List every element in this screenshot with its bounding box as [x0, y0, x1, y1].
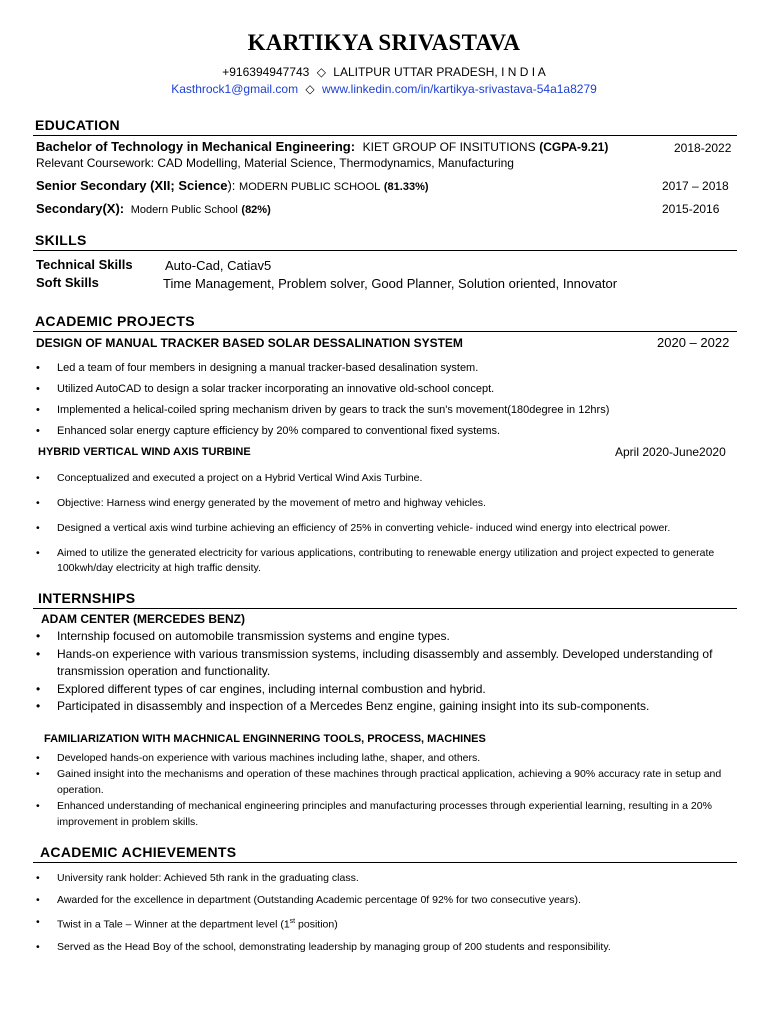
project2-years: April 2020-June2020	[615, 445, 726, 459]
phone: +916394947743	[222, 65, 310, 79]
section-title-projects: ACADEMIC PROJECTS	[35, 313, 195, 329]
secondary-percent: (82%)	[241, 204, 271, 216]
email-link[interactable]: Kasthrock1@gmail.com	[171, 82, 299, 96]
senior-percent: (81.33%)	[383, 181, 429, 193]
achievement-bullets	[33, 867, 745, 958]
achievement-text: position)	[295, 918, 338, 931]
list-item: • Conceptualized and executed a project on a Hybrid Vertical Wind Axis Turbine.	[33, 471, 745, 486]
section-divider	[33, 135, 737, 136]
list-item: • Objective: Harness wind energy generated by the movement of metro and highway vehicles.	[33, 496, 745, 511]
degree-line	[36, 139, 608, 154]
list-item: • Internship focused on automobile transmission systems and engine types.	[33, 628, 743, 646]
section-divider	[33, 862, 737, 863]
senior-school: MODERN PUBLIC SCHOOL	[239, 181, 381, 193]
achievement-superscript: st	[289, 918, 296, 925]
secondary-school: Modern Public School	[130, 204, 238, 216]
list-item: • Enhanced understanding of mechanical engineering principles and manufacturing processes through experiential learning, resulting in a 20% improvement in problem skills.	[33, 798, 745, 830]
list-item: • Led a team of four members in designing a manual tracker-based desalination system.	[33, 358, 738, 379]
internship2-title: FAMILIARIZATION WITH MACHNICAL ENGINNERING TOOLS, PROCESS, MACHINES	[44, 733, 486, 745]
secondary-years: 2015-2016	[662, 202, 720, 216]
secondary-line	[36, 201, 271, 216]
degree-name: Bachelor of Technology in Mechanical Engineering:	[36, 139, 356, 154]
secondary-label: Secondary(X):	[36, 201, 125, 216]
list-item: • Implemented a helical-coiled spring mechanism driven by gears to track the sun's movement(180degree in 12hrs)	[33, 400, 738, 421]
project2-title: HYBRID VERTICAL WIND AXIS TURBINE	[38, 446, 251, 458]
section-title-skills: SKILLS	[35, 232, 87, 248]
section-title-internships: INTERNSHIPS	[38, 590, 136, 606]
senior-paren: ):	[227, 178, 236, 193]
list-item	[33, 911, 745, 936]
list-item: • Aimed to utilize the generated electricity for various applications, contributing to renewable energy utilization and project expected to generate 100kwh/day electricity at high traffic density.	[33, 546, 745, 576]
list-item: • Hands-on experience with various transmission systems, including disassembly and assembly. Developed understanding of transmission operation and functionality.	[33, 646, 743, 681]
degree-years: 2018-2022	[674, 141, 732, 155]
location: LALITPUR UTTAR PRADESH, I N D I A	[333, 65, 546, 79]
section-divider	[33, 331, 737, 332]
list-item: • Developed hands-on experience with various machines including lathe, shaper, and others.	[33, 750, 745, 766]
internship2-bullets	[33, 750, 745, 830]
section-divider	[33, 608, 737, 609]
project1-bullets	[33, 358, 738, 442]
achievement-text: Twist in a Tale – Winner at the department level (1	[57, 918, 290, 931]
college-name: KIET GROUP OF INSITUTIONS	[362, 140, 536, 154]
list-item: • Participated in disassembly and inspection of a Mercedes Benz engine, gaining insight into its sub-components.	[33, 698, 743, 716]
list-item: • Enhanced solar energy capture efficiency by 20% compared to conventional fixed systems.	[33, 421, 738, 442]
contact-line	[0, 65, 768, 79]
college-cgpa: (CGPA-9.21)	[539, 140, 609, 154]
project1-years: 2020 – 2022	[657, 335, 730, 350]
soft-skills-label: Soft Skills	[36, 275, 99, 290]
internship1-title: ADAM CENTER (MERCEDES BENZ)	[41, 612, 245, 626]
list-item: • Awarded for the excellence in department (Outstanding Academic percentage 0f 92% for two consecutive years).	[33, 889, 745, 911]
list-item: • Utilized AutoCAD to design a solar tracker incorporating an innovative old-school concept.	[33, 379, 738, 400]
project1-title: DESIGN OF MANUAL TRACKER BASED SOLAR DESSALINATION SYSTEM	[36, 336, 463, 350]
soft-skills-value: Time Management, Problem solver, Good Planner, Solution oriented, Innovator	[163, 276, 618, 291]
technical-skills-label: Technical Skills	[36, 257, 133, 272]
internship1-bullets	[33, 628, 743, 716]
list-item: • Designed a vertical axis wind turbine achieving an efficiency of 25% in converting vehicle- induced wind energy into electrical power.	[33, 521, 745, 536]
candidate-name: KARTIKYA SRIVASTAVA	[247, 30, 521, 55]
section-title-achievements: ACADEMIC ACHIEVEMENTS	[40, 844, 237, 860]
project2-bullets	[33, 471, 745, 576]
list-item: • Served as the Head Boy of the school, demonstrating leadership by managing group of 200 students and responsibility.	[33, 936, 745, 958]
list-item: • Explored different types of car engines, including internal combustion and hybrid.	[33, 681, 743, 699]
coursework: Relevant Coursework: CAD Modelling, Material Science, Thermodynamics, Manufacturing	[36, 156, 514, 170]
links-line	[0, 82, 768, 96]
diamond-separator-icon: ◇	[305, 82, 315, 96]
diamond-separator-icon: ◇	[316, 65, 326, 79]
section-title-education: EDUCATION	[35, 117, 120, 133]
senior-label: Senior Secondary (XII; Science	[36, 178, 228, 193]
section-divider	[33, 250, 737, 251]
list-item: • Gained insight into the mechanisms and operation of these machines through practical application, achieving a 90% accuracy rate in setup and operation.	[33, 766, 745, 798]
list-item: • University rank holder: Achieved 5th rank in the graduating class.	[33, 867, 745, 889]
senior-secondary-line	[36, 178, 429, 193]
linkedin-link[interactable]: www.linkedin.com/in/kartikya-srivastava-54a1a8279	[322, 82, 597, 96]
senior-years: 2017 – 2018	[662, 179, 729, 193]
technical-skills-value: Auto-Cad, Catiav5	[165, 258, 272, 273]
